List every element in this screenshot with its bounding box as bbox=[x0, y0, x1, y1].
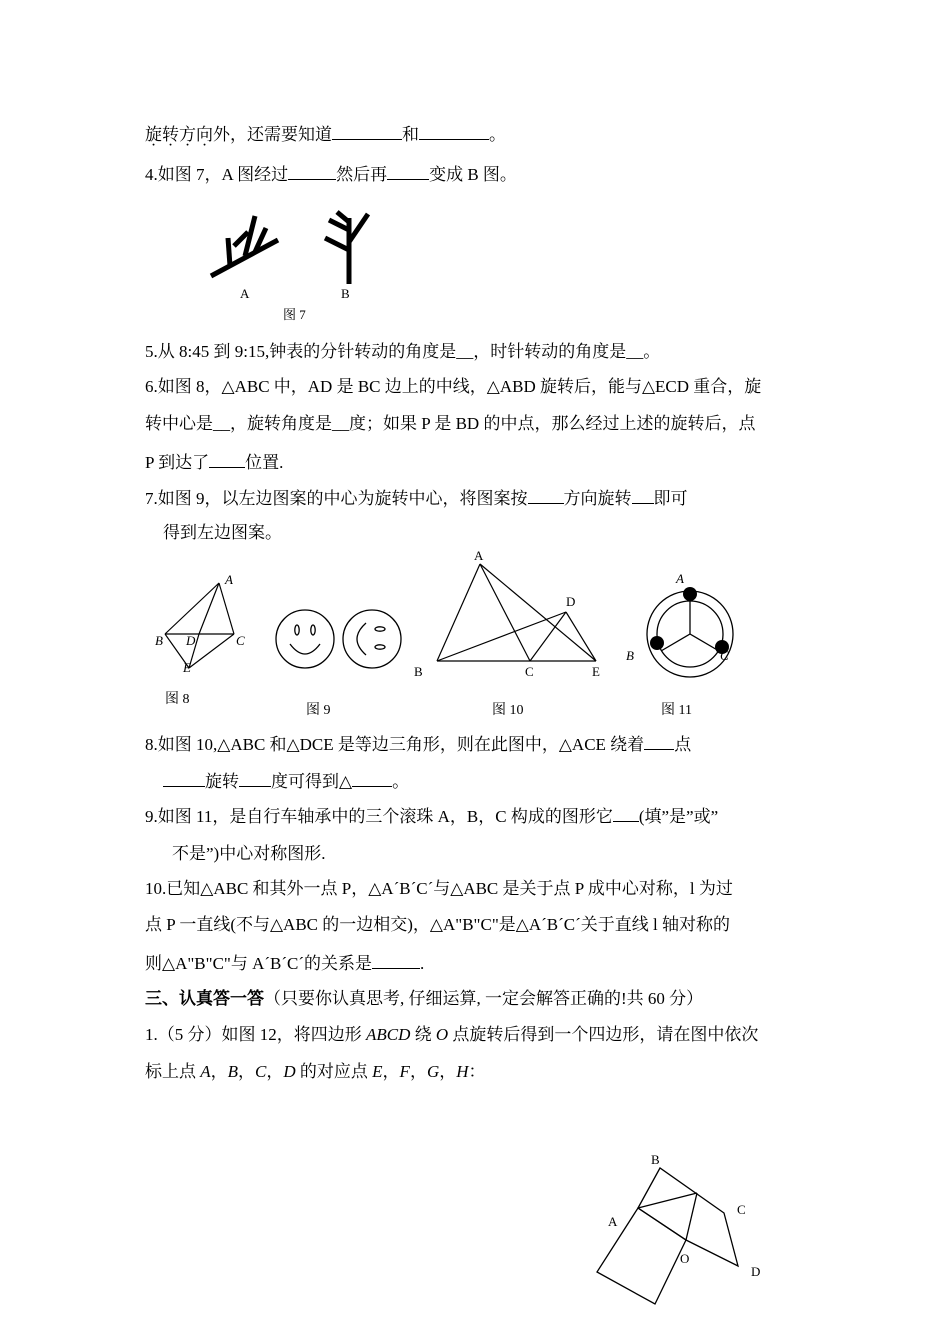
figure-11-label-a: A bbox=[676, 571, 684, 586]
question-5: 5.从 8:45 到 9:15,钟表的分针转动的角度是__，时针转动的角度是__。 bbox=[145, 342, 661, 361]
text: D bbox=[283, 1062, 296, 1081]
text: 。 bbox=[392, 772, 410, 791]
figure-7-label-b: B bbox=[341, 286, 350, 301]
text: ， bbox=[238, 1062, 256, 1081]
text: 的对应点 bbox=[295, 1062, 373, 1081]
text: 标上点 bbox=[145, 1062, 201, 1081]
emphasis-text: 旋转方向 bbox=[145, 125, 213, 144]
figure-10-label-a: A bbox=[474, 548, 484, 563]
figure-7-label-a: A bbox=[240, 286, 250, 301]
figure-7-shape-a bbox=[211, 216, 278, 276]
figure-10-label-c: C bbox=[525, 664, 534, 679]
question-7-line2: 得到左边图案。 bbox=[163, 523, 282, 542]
text: 9.如图 11，是自行车轴承中的三个滚珠 A，B，C 构成的图形它 bbox=[145, 807, 613, 826]
figure-11-label-c: C bbox=[720, 648, 729, 663]
question-6-line2: 转中心是__，旋转角度是__度；如果 P 是 BD 的中点，那么经过上述的旋转后，点 bbox=[145, 414, 756, 433]
text: . bbox=[420, 954, 425, 973]
figure-11-caption: 图 11 bbox=[661, 703, 692, 718]
figure-7-caption: 图 7 bbox=[283, 307, 306, 322]
question-9-line2: 不是”)中心对称图形. bbox=[172, 844, 326, 863]
question-10-line1: 10.已知△ABC 和其外一点 P，△A´B´C´与△ABC 是关于点 P 成中心对称，l 为过 bbox=[145, 879, 733, 898]
text: B bbox=[227, 1062, 239, 1081]
figure-10-label-d: D bbox=[566, 594, 576, 609]
text: 旋转 bbox=[205, 772, 239, 791]
text: E bbox=[372, 1062, 383, 1081]
text: 和 bbox=[402, 125, 419, 144]
figure-12-label-a: A bbox=[608, 1214, 618, 1229]
figure-12-label-c: C bbox=[737, 1202, 746, 1217]
text: F bbox=[399, 1062, 410, 1081]
text: ，还需要知道 bbox=[230, 125, 332, 144]
text: ABCD bbox=[366, 1025, 411, 1044]
figure-8-label-b: B bbox=[155, 633, 163, 648]
text: ： bbox=[468, 1062, 486, 1081]
text: ， bbox=[266, 1062, 284, 1081]
text: 点旋转后得到一个四边形，请在图中依次 bbox=[448, 1025, 759, 1044]
text: ， bbox=[439, 1062, 457, 1081]
figure-8 bbox=[165, 583, 234, 668]
figure-12-label-d: D bbox=[751, 1264, 761, 1279]
figure-8-label-d: D bbox=[186, 633, 196, 648]
text: ， bbox=[382, 1062, 400, 1081]
text: 7.如图 9，以左边图案的中心为旋转中心，将图案按 bbox=[145, 489, 528, 508]
figure-9-caption: 图 9 bbox=[306, 703, 331, 718]
section-note: （只要你认真思考, 仔细运算, 一定会解答正确的!共 60 分） bbox=[264, 989, 704, 1008]
text: 绕 bbox=[410, 1025, 436, 1044]
question-10-line2: 点 P 一直线(不与△ABC 的一边相交)，△A"B"C"是△A´B´C´关于直线 l 轴对称的 bbox=[145, 915, 731, 934]
figure-11 bbox=[647, 591, 733, 677]
text: 点 bbox=[674, 735, 692, 754]
figure-10-caption: 图 10 bbox=[492, 703, 524, 718]
ball-b bbox=[650, 636, 664, 650]
text: P 到达了 bbox=[145, 453, 210, 472]
text: 度可得到△ bbox=[271, 772, 353, 791]
figure-12-label-o: O bbox=[680, 1251, 690, 1266]
text: G bbox=[426, 1062, 440, 1081]
text: (填”是”或” bbox=[638, 807, 719, 826]
figure-9 bbox=[276, 610, 401, 668]
figure-10 bbox=[437, 564, 596, 661]
text-wai: 外 bbox=[213, 125, 230, 144]
section-title: 三、认真答一答 bbox=[145, 989, 264, 1008]
text: H bbox=[456, 1062, 469, 1081]
text: 。 bbox=[489, 125, 506, 144]
text: ， bbox=[210, 1062, 228, 1081]
text: A bbox=[200, 1062, 211, 1081]
figure-8-label-e: E bbox=[183, 660, 191, 675]
text: 方向旋转 bbox=[563, 489, 632, 508]
text: 然后再 bbox=[336, 165, 388, 184]
ball-a bbox=[683, 587, 697, 601]
text: 1.（5 分）如图 12，将四边形 bbox=[145, 1025, 366, 1044]
text: 8.如图 10,△ABC 和△DCE 是等边三角形，则在此图中，△ACE 绕着 bbox=[145, 735, 645, 754]
question-6-line1: 6.如图 8，△ABC 中，AD 是 BC 边上的中线，△ABD 旋转后，能与△ECD 重合，旋 bbox=[145, 377, 762, 396]
text: 4.如图 7，A 图经过 bbox=[145, 165, 289, 184]
text: C bbox=[255, 1062, 267, 1081]
figure-8-label-c: C bbox=[236, 633, 245, 648]
figure-9-smiley-left bbox=[276, 610, 334, 668]
figure-8-label-a: A bbox=[225, 572, 233, 587]
text: 即可 bbox=[653, 489, 688, 508]
text: O bbox=[435, 1025, 449, 1044]
figure-12-label-b: B bbox=[651, 1152, 660, 1167]
text: 位置. bbox=[245, 453, 284, 472]
figure-7-shape-b bbox=[325, 212, 368, 284]
figure-7 bbox=[211, 212, 368, 284]
figure-10-label-e: E bbox=[592, 664, 600, 679]
figure-10-label-b: B bbox=[414, 664, 423, 679]
text: 变成 B 图。 bbox=[429, 165, 517, 184]
figure-11-label-b: B bbox=[626, 648, 634, 663]
figure-9-smiley-right bbox=[343, 610, 401, 668]
figure-12 bbox=[597, 1168, 738, 1304]
text: ， bbox=[409, 1062, 427, 1081]
figure-8-caption: 图 8 bbox=[165, 692, 190, 707]
text: 则△A"B"C"与 A´B´C´的关系是 bbox=[145, 954, 373, 973]
